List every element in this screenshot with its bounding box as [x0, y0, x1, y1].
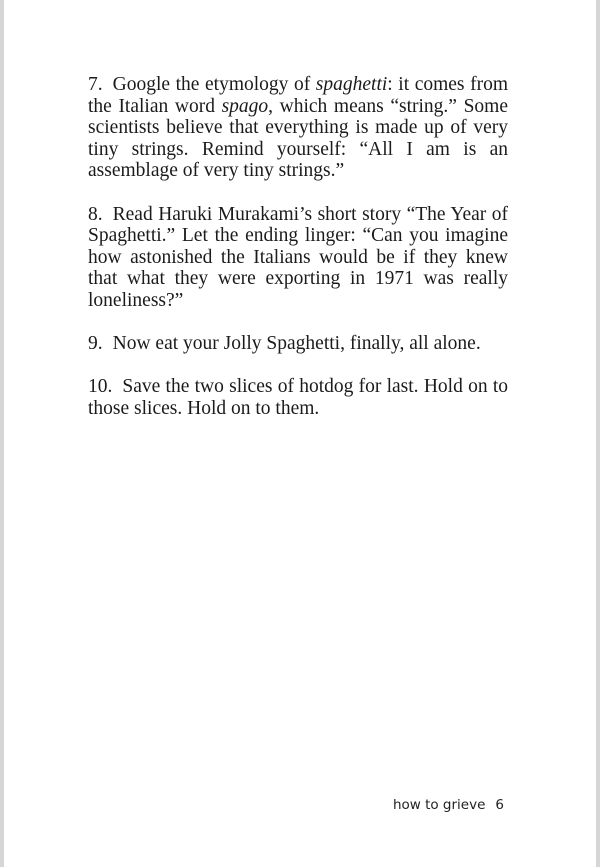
item-text-segment: , which means “string.” Some scientists believe that everything is made up of very tiny strings. Remind yourself: “All I am is an assemblage of very tiny strings.”: [88, 95, 508, 182]
list-item-9: [88, 333, 508, 355]
item-number: 10.: [88, 376, 113, 398]
item-number: 9.: [88, 333, 103, 355]
list-item-8: [88, 204, 508, 312]
italic-term-spago: spago: [221, 95, 269, 117]
page-body: [88, 74, 508, 441]
item-text: Now eat your Jolly Spaghetti, finally, all alone.: [112, 333, 481, 355]
item-text: Save the two slices of hotdog for last. Hold on to those slices. Hold on to them.: [88, 376, 508, 419]
item-number: 8.: [88, 203, 103, 225]
list-item-7: [88, 74, 508, 182]
item-number: 7.: [88, 74, 103, 95]
page-number: 6: [495, 797, 504, 813]
item-text-segment: Google the etymology of: [112, 74, 316, 95]
item-text: Read Haruki Murakami’s short story “The Year of Spaghetti.” Let the ending linger: “Can you imagine how astonished the Italians would be if they knew that what they were exporting in 1971 was really loneliness?”: [88, 203, 508, 311]
item-text-segment: : it comes from the Italian word: [88, 74, 508, 117]
page-footer: [4, 797, 504, 813]
book-page: [4, 0, 596, 867]
italic-term-spaghetti: spaghetti: [315, 74, 388, 95]
running-head: how to grieve: [392, 797, 486, 813]
list-item-10: [88, 376, 508, 419]
